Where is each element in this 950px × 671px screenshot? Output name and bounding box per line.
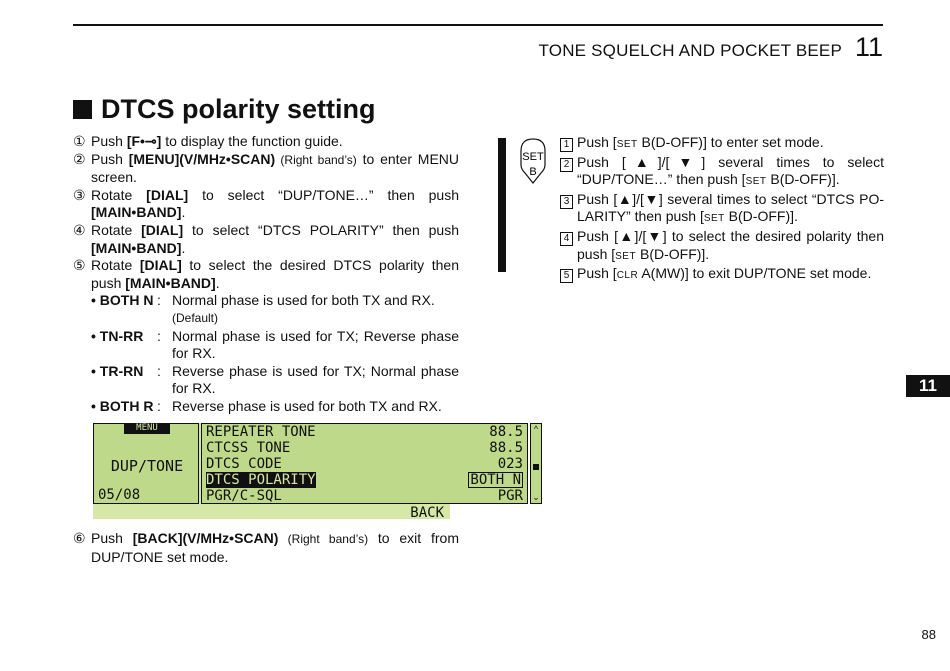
lcd-item-name: DTCS POLARITY: [206, 472, 316, 488]
band-note: (Right band’s): [275, 152, 357, 167]
step-number: ⑥: [73, 530, 86, 546]
lcd-item-name: DTCS CODE: [206, 456, 282, 472]
step-text: B(D-OFF)] to enter set mode.: [637, 134, 824, 150]
step-text: Push: [91, 530, 133, 546]
step-number-box: 4: [560, 232, 573, 246]
mode-item: • TR-RN : Reverse phase is used for TX; Normal phase for RX.: [91, 362, 459, 397]
step-text: .: [215, 274, 220, 291]
mode-description: Normal phase is used for TX; Reverse phase for RX.: [172, 327, 459, 362]
mode-name: • BOTH N: [91, 292, 154, 309]
lcd-item-name: REPEATER TONE: [206, 424, 316, 440]
scroll-up-icon: ^: [533, 424, 539, 434]
chapter-title: TONE SQUELCH AND POCKET BEEP: [538, 41, 842, 60]
key-smallcaps: CLR: [616, 270, 639, 282]
lcd-menu-item: [202, 424, 527, 440]
key-smallcaps: SET: [703, 213, 725, 225]
step-text: Push [▲]/[▼] to select the desired polarity then push [: [577, 227, 884, 262]
polarity-mode-list: [91, 292, 459, 415]
step-number: ⑤: [73, 257, 86, 274]
header-rule: [73, 24, 883, 26]
chapter-tab: 11: [906, 375, 950, 397]
lcd-menu-item-selected: [202, 472, 527, 488]
lcd-page-indicator: 05/08: [98, 487, 141, 503]
step-4: [73, 222, 459, 257]
lcd-menu-tag: MENU: [124, 423, 170, 434]
step-text: to exit from DUP/TONE set mode.: [91, 530, 459, 565]
lcd-back-label: BACK: [410, 505, 444, 521]
lcd-menu-item: [202, 456, 527, 472]
mode-description: Normal phase is used for both TX and RX.: [172, 292, 435, 309]
lcd-item-value: BOTH N: [470, 472, 521, 488]
remote-step-1: [560, 134, 884, 154]
remote-step-2: [560, 154, 884, 191]
key-smallcaps: SET: [616, 139, 638, 150]
mode-name: • TN-RR: [91, 327, 144, 344]
lcd-menu-item: [202, 440, 527, 456]
section-title-text: DTCS polarity setting: [101, 94, 376, 124]
step-number: ①: [73, 133, 86, 149]
set-key-line2: B: [529, 166, 537, 178]
step-text: B(D-OFF)].: [636, 245, 710, 262]
key-label: [DIAL]: [141, 221, 184, 238]
step-text: .: [181, 239, 186, 256]
step-text: Rotate: [91, 257, 140, 274]
mode-name: • TR-RN: [91, 362, 144, 379]
chapter-number: 11: [854, 32, 883, 62]
mode-description: Reverse phase is used for both TX and RX.: [172, 397, 442, 414]
key-smallcaps: SET: [615, 250, 637, 262]
page-number: 88: [921, 627, 936, 642]
set-key-line1: SET: [522, 151, 544, 163]
step-number-box: 1: [560, 138, 573, 152]
mode-name: • BOTH R: [91, 397, 154, 414]
key-label: [DIAL]: [139, 257, 182, 274]
square-bullet-icon: [73, 100, 92, 119]
step-text: Push: [91, 133, 127, 149]
step-text: .: [181, 204, 186, 221]
key-label: [F•⊸]: [126, 133, 162, 149]
remote-step-3: [560, 191, 884, 228]
default-note: (Default): [172, 310, 219, 325]
lcd-item-name: PGR/C-SQL: [206, 488, 282, 504]
remote-step-5: [560, 265, 884, 285]
key-label: [BACK](V/MHz•SCAN): [132, 530, 279, 546]
lcd-left-panel: [93, 423, 199, 504]
remote-step-4: [560, 228, 884, 265]
step-text: to select “DUP/TONE…” then push: [188, 186, 460, 203]
section-title: [73, 94, 376, 125]
lcd-group-label: DUP/TONE: [110, 457, 184, 475]
step-text: to display the function guide.: [161, 133, 343, 149]
step-6: [73, 530, 459, 566]
step-3: [73, 187, 459, 222]
key-label: [MAIN•BAND]: [91, 204, 182, 221]
mode-description: Reverse phase is used for TX; Normal phase for RX.: [172, 362, 459, 397]
step-number-box: 2: [560, 158, 573, 172]
band-note: (Right band’s): [278, 532, 369, 546]
step-text: B(D-OFF)].: [766, 171, 840, 188]
remote-controller-sidebar-bar: [498, 138, 506, 272]
lcd-menu-item: [202, 488, 527, 504]
lcd-item-value: 023: [497, 456, 523, 472]
left-steps: [73, 133, 459, 416]
key-smallcaps: SET: [745, 176, 767, 188]
scroll-thumb: [533, 464, 539, 470]
key-label: [DIAL]: [146, 186, 189, 203]
lcd-item-value: PGR: [497, 488, 523, 504]
scroll-down-icon: ⌄: [532, 492, 540, 502]
step-text: Push [▲]/[▼] several times to select “DTCS PO-LARITY” then push [: [577, 190, 884, 225]
step-text: to enter MENU screen.: [91, 150, 459, 186]
step-text: Rotate: [91, 186, 147, 203]
set-key-icon: [519, 137, 547, 185]
lcd-menu-screen: [93, 423, 540, 521]
step-text: to select the desired DTCS polarity then push: [91, 257, 459, 291]
key-label: [MAIN•BAND]: [125, 274, 216, 291]
step-number-box: 3: [560, 195, 573, 209]
step-text: to select “DTCS POLARITY” then push: [183, 221, 459, 238]
step-text: Push [: [577, 265, 617, 282]
mode-item: • BOTH R : Reverse phase is used for both TX and RX.: [91, 398, 459, 416]
step-1: [73, 133, 459, 151]
lcd-scrollbar: [530, 423, 542, 504]
mode-item: • BOTH N : Normal phase is used for both TX and RX. (Default): [91, 292, 459, 327]
step-text: B(D-OFF)].: [724, 208, 798, 225]
step-number: ②: [73, 150, 86, 167]
step-5: [73, 257, 459, 292]
lcd-menu-list: [201, 423, 528, 504]
key-label: [MAIN•BAND]: [91, 239, 182, 256]
step-text: Push [▲]/[▼] several times to select “DUP/TONE…” then push [: [577, 153, 884, 188]
step-number: ③: [73, 186, 86, 203]
key-label: [MENU](V/MHz•SCAN): [128, 150, 276, 167]
step-2: [73, 151, 459, 187]
step-text: Rotate: [91, 221, 142, 238]
mode-item: • TN-RR : Normal phase is used for TX; Reverse phase for RX.: [91, 327, 459, 362]
lcd-item-value: 88.5: [489, 440, 523, 456]
step-text: A(MW)] to exit DUP/TONE set mode.: [638, 265, 872, 282]
lcd-item-value: 88.5: [489, 424, 523, 440]
step-number: ④: [73, 221, 86, 238]
lcd-item-name: CTCSS TONE: [206, 440, 291, 456]
step-text: Push: [91, 150, 129, 167]
right-steps: [560, 134, 884, 285]
step-number-box: 5: [560, 269, 573, 283]
step-text: Push [: [577, 134, 617, 150]
